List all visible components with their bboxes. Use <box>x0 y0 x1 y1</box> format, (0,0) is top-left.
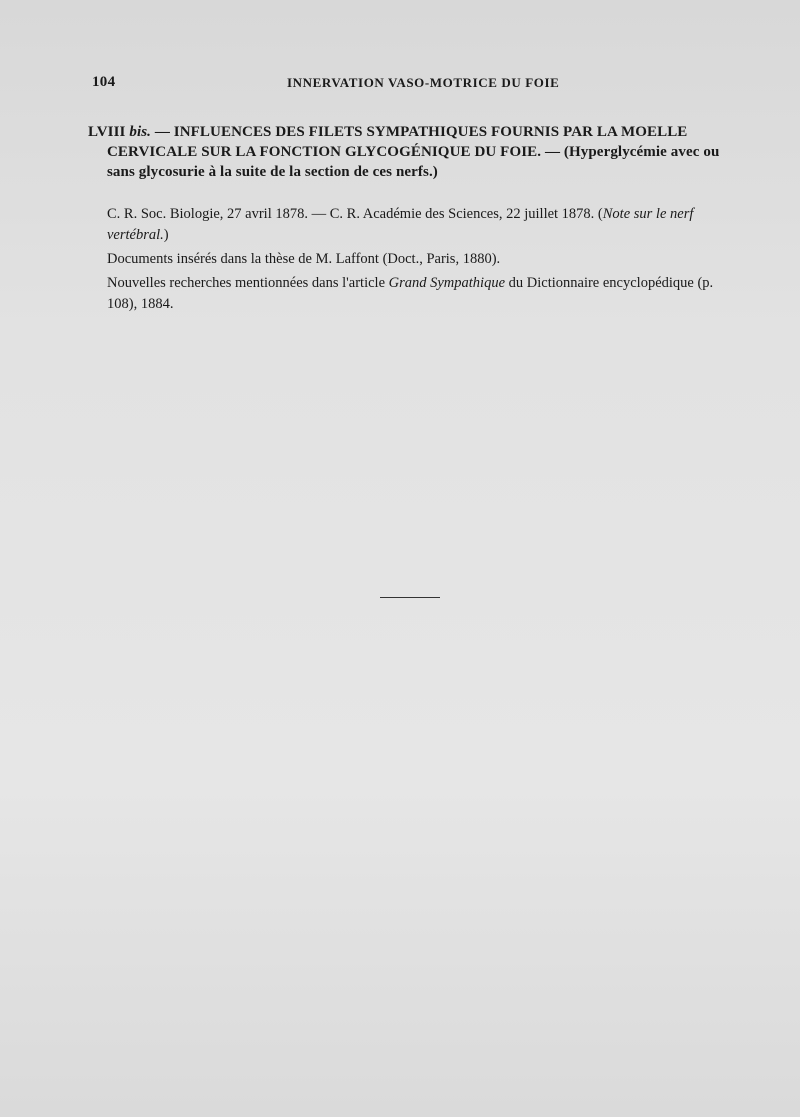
reference-1 <box>107 204 739 246</box>
entry-title-text: — INFLUENCES DES FILETS SYMPATHIQUES FOURNIS PAR LA MOELLE CERVICALE SUR LA FONCTION GLYCOGÉNIQUE DU FOIE. — (Hyperglycémie avec ou sans glycosurie à la suite de la section de ces nerfs.) <box>107 124 720 180</box>
reference-3-text: Nouvelles recherches mentionnées dans l'article <box>107 275 389 291</box>
reference-3-end: du Dictionnaire encyclopédique (p. 108), 1884. <box>107 275 714 312</box>
running-title: INNERVATION VASO-MOTRICE DU FOIE <box>287 75 560 90</box>
entry-heading <box>88 122 739 182</box>
reference-3-italic: Grand Sympathique <box>388 275 506 291</box>
page-number: 104 <box>92 74 116 90</box>
reference-1-text: C. R. Soc. Biologie, 27 avril 1878. — C. R. Académie des Sciences, 22 juillet 1878. ( <box>107 206 603 222</box>
bleed-through-rule <box>380 597 440 598</box>
running-head <box>92 74 720 98</box>
entry-number-suffix: bis. <box>129 124 151 140</box>
bleed-through-texture <box>95 300 735 1044</box>
reference-3 <box>107 273 739 315</box>
references <box>107 204 739 318</box>
reference-1-end: ) <box>163 227 169 243</box>
reference-1-italic: Note sur le nerf vertébral. <box>107 206 694 243</box>
reference-2: Documents insérés dans la thèse de M. Laffont (Doct., Paris, 1880). <box>107 251 501 267</box>
entry-title <box>88 122 739 182</box>
entry-number: LVIII <box>88 124 126 140</box>
